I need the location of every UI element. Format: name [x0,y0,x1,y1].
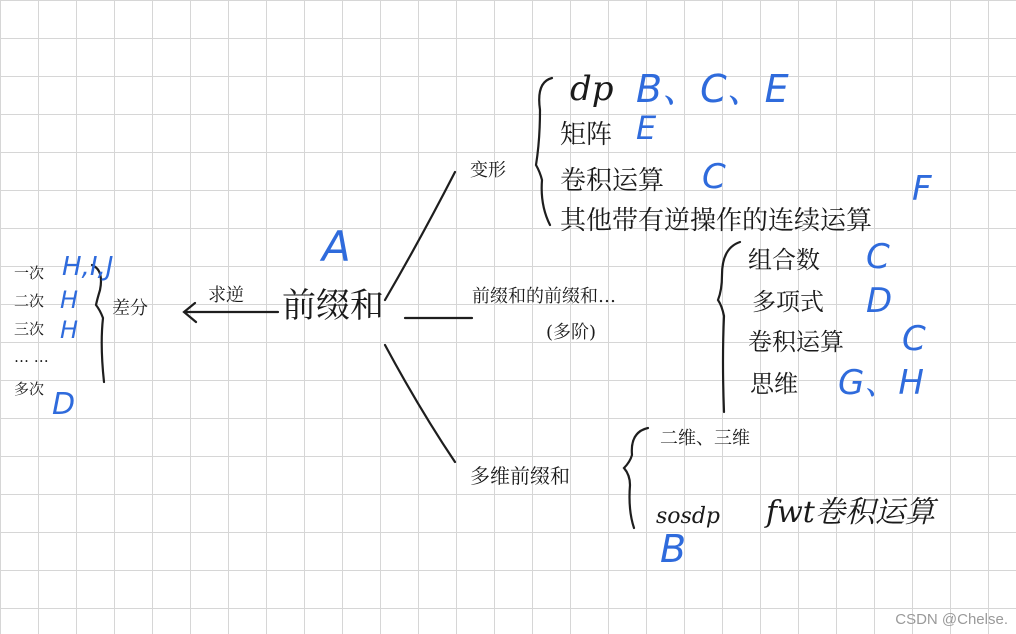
multi-item-2d3d: 二维、三维 [660,428,750,449]
higher-item-polynomial: 多项式 [752,288,824,316]
multi-item-sosdp: sosdp [656,504,720,529]
deform-item-dp-tag: B、C、E [636,67,789,111]
inverse-label: 求逆 [208,285,244,306]
higher-label: 前缀和的前缀和… [472,286,616,307]
center-tag: A [322,222,351,271]
multi-brace [624,428,648,528]
difference-label: 差分 [112,298,148,319]
deform-brace [536,78,552,225]
higher-brace [718,242,740,412]
order-3-tag: H [60,316,79,344]
deform-item-other: 其他带有逆操作的连续运算 [560,206,873,236]
deform-item-other-tag: F [912,169,932,209]
order-n-label: 多次 [14,380,45,398]
higher-item-convolution-tag: C [902,319,926,359]
watermark: CSDN @Chelse. [895,611,1008,628]
order-2-tag: H [60,286,79,314]
deform-item-dp: dp [570,69,614,109]
order-3-label: 三次 [14,320,45,338]
center-label: 前缀和 [282,286,384,326]
line-to-deform [385,172,455,300]
deform-item-convolution: 卷积运算 [560,166,665,196]
order-1-tag: H,I,J [62,252,114,282]
order-ellipsis: … … [14,348,49,366]
deform-item-matrix: 矩阵 [560,120,613,150]
higher-item-combinatorics-tag: C [866,237,890,277]
left-brace [92,265,104,382]
higher-item-thinking: 思维 [750,370,798,398]
deform-item-convolution-tag: C [702,157,726,197]
order-2-label: 二次 [14,292,45,310]
higher-sublabel: (多阶) [546,322,597,343]
line-to-multi [385,345,455,462]
deform-item-matrix-tag: E [636,109,657,147]
higher-item-thinking-tag: G、H [838,363,924,403]
multi-item-fwt: fwt卷积运算 [766,495,935,530]
higher-item-polynomial-tag: D [866,281,893,321]
order-n-tag: D [52,387,76,422]
multi-label: 多维前缀和 [470,464,570,488]
higher-item-combinatorics: 组合数 [748,246,820,274]
deform-label: 变形 [470,160,506,181]
higher-item-convolution: 卷积运算 [748,328,844,356]
multi-item-sosdp-tag: B [660,527,687,571]
order-1-label: 一次 [14,264,45,282]
